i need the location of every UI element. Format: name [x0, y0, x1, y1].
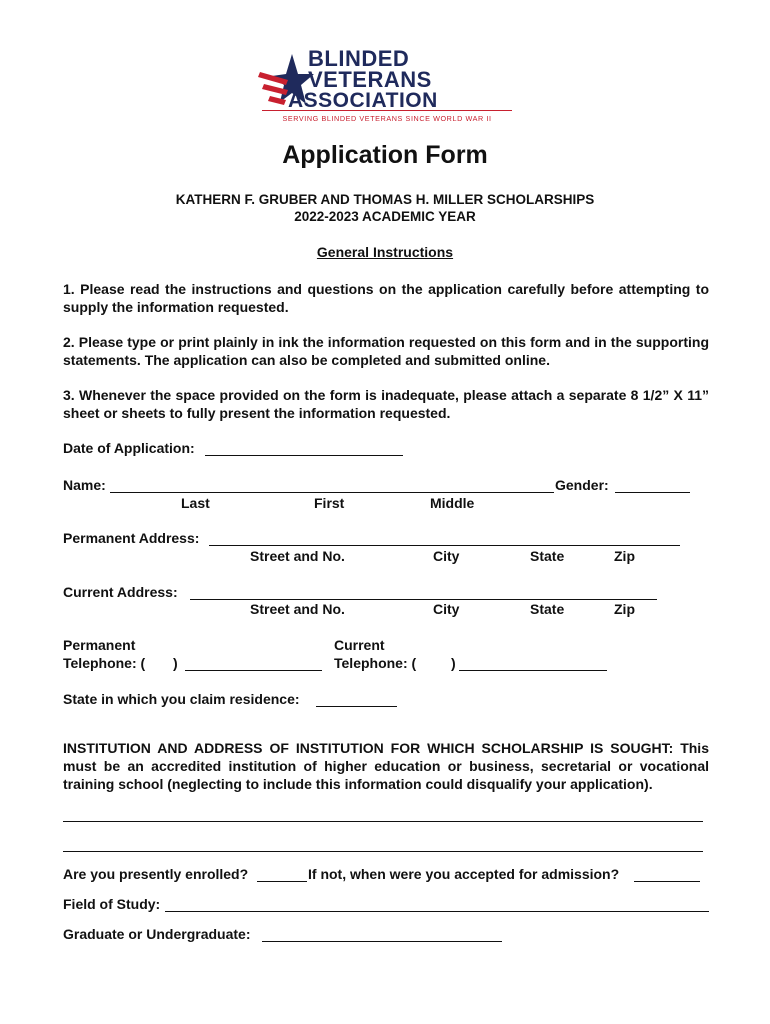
current-address-field[interactable] [190, 599, 657, 600]
field-of-study-label: Field of Study: [63, 896, 161, 912]
academic-year: 2022-2023 ACADEMIC YEAR [294, 209, 476, 224]
perm-state-caption: State [530, 548, 565, 564]
name-field[interactable] [110, 492, 554, 493]
perm-street-caption: Street and No. [250, 548, 345, 564]
current-tel-paren: ) [451, 655, 456, 671]
instruction-2: 2. Please type or print plainly in ink the information requested on this form and in the supporting statements. The application can also be completed and submitted online. [63, 334, 709, 368]
permanent-telephone-field[interactable] [185, 670, 322, 671]
scholarship-name: KATHERN F. GRUBER AND THOMAS H. MILLER SCHOLARSHIPS [175, 192, 595, 207]
current-address-label: Current Address: [63, 584, 178, 600]
curr-street-caption: Street and No. [250, 601, 345, 617]
permanent-tel-label-line2: Telephone: ( [63, 655, 146, 671]
logo-rule [262, 110, 512, 111]
permanent-address-field[interactable] [209, 545, 680, 546]
curr-zip-caption: Zip [614, 601, 635, 617]
field-of-study-field[interactable] [165, 911, 709, 912]
current-tel-label-line2: Telephone: ( [334, 655, 417, 671]
logo-word-blinded: BLINDED [308, 46, 410, 71]
current-tel-label-line1: Current [334, 637, 385, 653]
accepted-date-field[interactable] [634, 881, 700, 882]
institution-instructions: INSTITUTION AND ADDRESS OF INSTITUTION FOR WHICH SCHOLARSHIP IS SOUGHT: This must be an accredited institution of higher education or business, secretarial or vocational training school (neglecting to include this information could disqualify your application). [63, 740, 709, 792]
instruction-1: 1. Please read the instructions and questions on the application carefully before attempting to supply the information requested. [63, 281, 709, 315]
enrolled-field[interactable] [257, 881, 307, 882]
curr-state-caption: State [530, 601, 565, 617]
current-telephone-field[interactable] [459, 670, 607, 671]
instructions-heading [0, 244, 770, 260]
grad-undergrad-label: Graduate or Undergraduate: [63, 926, 251, 942]
name-first-caption: First [314, 495, 345, 511]
state-residence-label: State in which you claim residence: [63, 691, 300, 707]
gender-label: Gender: [555, 477, 609, 493]
bva-logo [258, 48, 513, 124]
name-middle-caption: Middle [430, 495, 475, 511]
instruction-3: 3. Whenever the space provided on the form is inadequate, please attach a separate 8 1/2” X 11” sheet or sheets to fully present the information requested. [63, 387, 709, 421]
gender-field[interactable] [615, 492, 690, 493]
permanent-tel-paren: ) [173, 655, 178, 671]
curr-city-caption: City [433, 601, 460, 617]
date-of-application-field[interactable] [205, 455, 403, 456]
grad-undergrad-field[interactable] [262, 941, 502, 942]
name-label: Name: [63, 477, 106, 493]
page-title: Application Form [282, 141, 488, 169]
permanent-tel-label-line1: Permanent [63, 637, 136, 653]
enrolled-label: Are you presently enrolled? [63, 866, 249, 882]
date-of-application-label: Date of Application: [63, 440, 195, 456]
permanent-address-label: Permanent Address: [63, 530, 200, 546]
institution-line-1[interactable] [63, 821, 703, 822]
name-last-caption: Last [181, 495, 210, 511]
logo-word-association: ASSOCIATION [288, 89, 438, 112]
instructions-heading-text: General Instructions [316, 244, 454, 260]
institution-line-2[interactable] [63, 851, 703, 852]
accepted-label: If not, when were you accepted for admission? [308, 866, 620, 882]
state-residence-field[interactable] [316, 706, 397, 707]
logo-tagline: SERVING BLINDED VETERANS SINCE WORLD WAR II [282, 114, 492, 123]
perm-zip-caption: Zip [614, 548, 635, 564]
logo-word-veterans: VETERANS [308, 67, 432, 92]
perm-city-caption: City [433, 548, 460, 564]
